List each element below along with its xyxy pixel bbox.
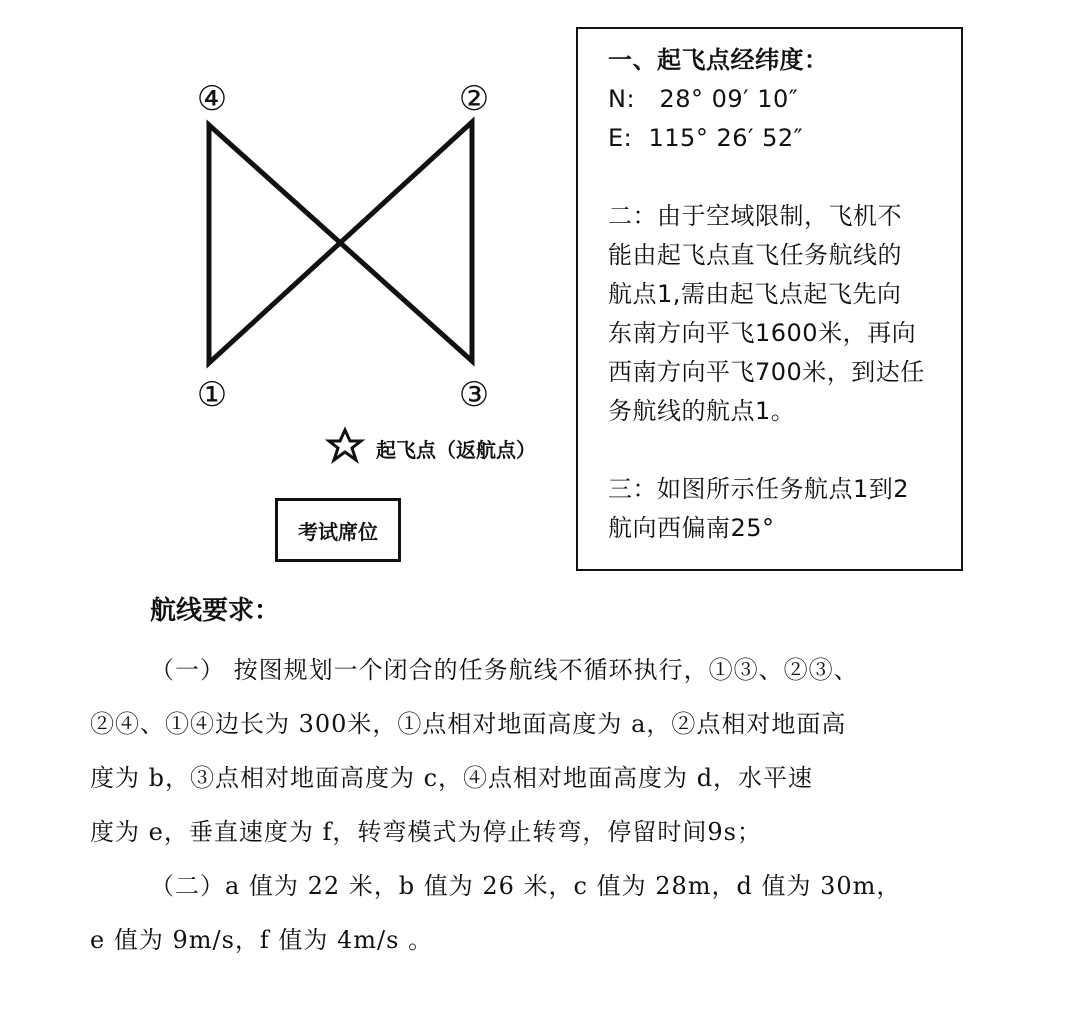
route-diagram (0, 0, 560, 580)
info-line: N: 28° 09′ 10″ (608, 85, 799, 113)
waypoint-1-label: ① (196, 375, 228, 415)
info-line: 航点1,需由起飞点起飞先向 (608, 280, 902, 308)
route-requirements (90, 590, 1030, 967)
exam-seat-label: 考试席位 (298, 519, 378, 544)
info-line: 西南方向平飞700米，到达任 (608, 358, 925, 386)
requirements-title: 航线要求： (150, 596, 281, 626)
waypoint-4-label: ④ (196, 79, 228, 119)
requirement-line: 度为 e，垂直速度为 f，转弯模式为停止转弯，停留时间9s； (90, 818, 762, 846)
info-line: 东南方向平飞1600米，再向 (608, 319, 917, 347)
info-gap (608, 431, 953, 470)
requirement-line: 度为 b，③点相对地面高度为 c，④点相对地面高度为 d，水平速 (90, 764, 814, 792)
requirement-line: ②④、①④边长为 300米，①点相对地面高度为 a，②点相对地面高 (90, 710, 847, 738)
info-line: 能由起飞点直飞任务航线的 (608, 241, 902, 269)
info-line: 三：如图所示任务航点1到2 (608, 475, 910, 503)
exam-seat-box (275, 498, 401, 562)
takeoff-point-label: 起飞点（返航点） (376, 438, 536, 462)
requirement-line: （一） 按图规划一个闭合的任务航线不循环执行，①③、②③、 (150, 656, 859, 684)
waypoint-2-label: ② (458, 79, 490, 119)
info-line: 航向西偏南25° (608, 514, 775, 542)
info-line: 一、起飞点经纬度： (608, 46, 829, 74)
info-line: 二：由于空域限制，飞机不 (608, 202, 902, 230)
info-box (576, 27, 963, 571)
waypoint-3-label: ③ (458, 375, 490, 415)
info-line: 务航线的航点1。 (608, 397, 796, 425)
requirement-line: e 值为 9m/s，f 值为 4m/s 。 (90, 926, 434, 954)
route-path (209, 122, 472, 363)
info-gap (608, 158, 953, 197)
star-icon (329, 430, 361, 460)
info-line: E: 115° 26′ 52″ (608, 124, 804, 152)
requirement-line: （二）a 值为 22 米，b 值为 26 米，c 值为 28m，d 值为 30m， (150, 872, 902, 900)
